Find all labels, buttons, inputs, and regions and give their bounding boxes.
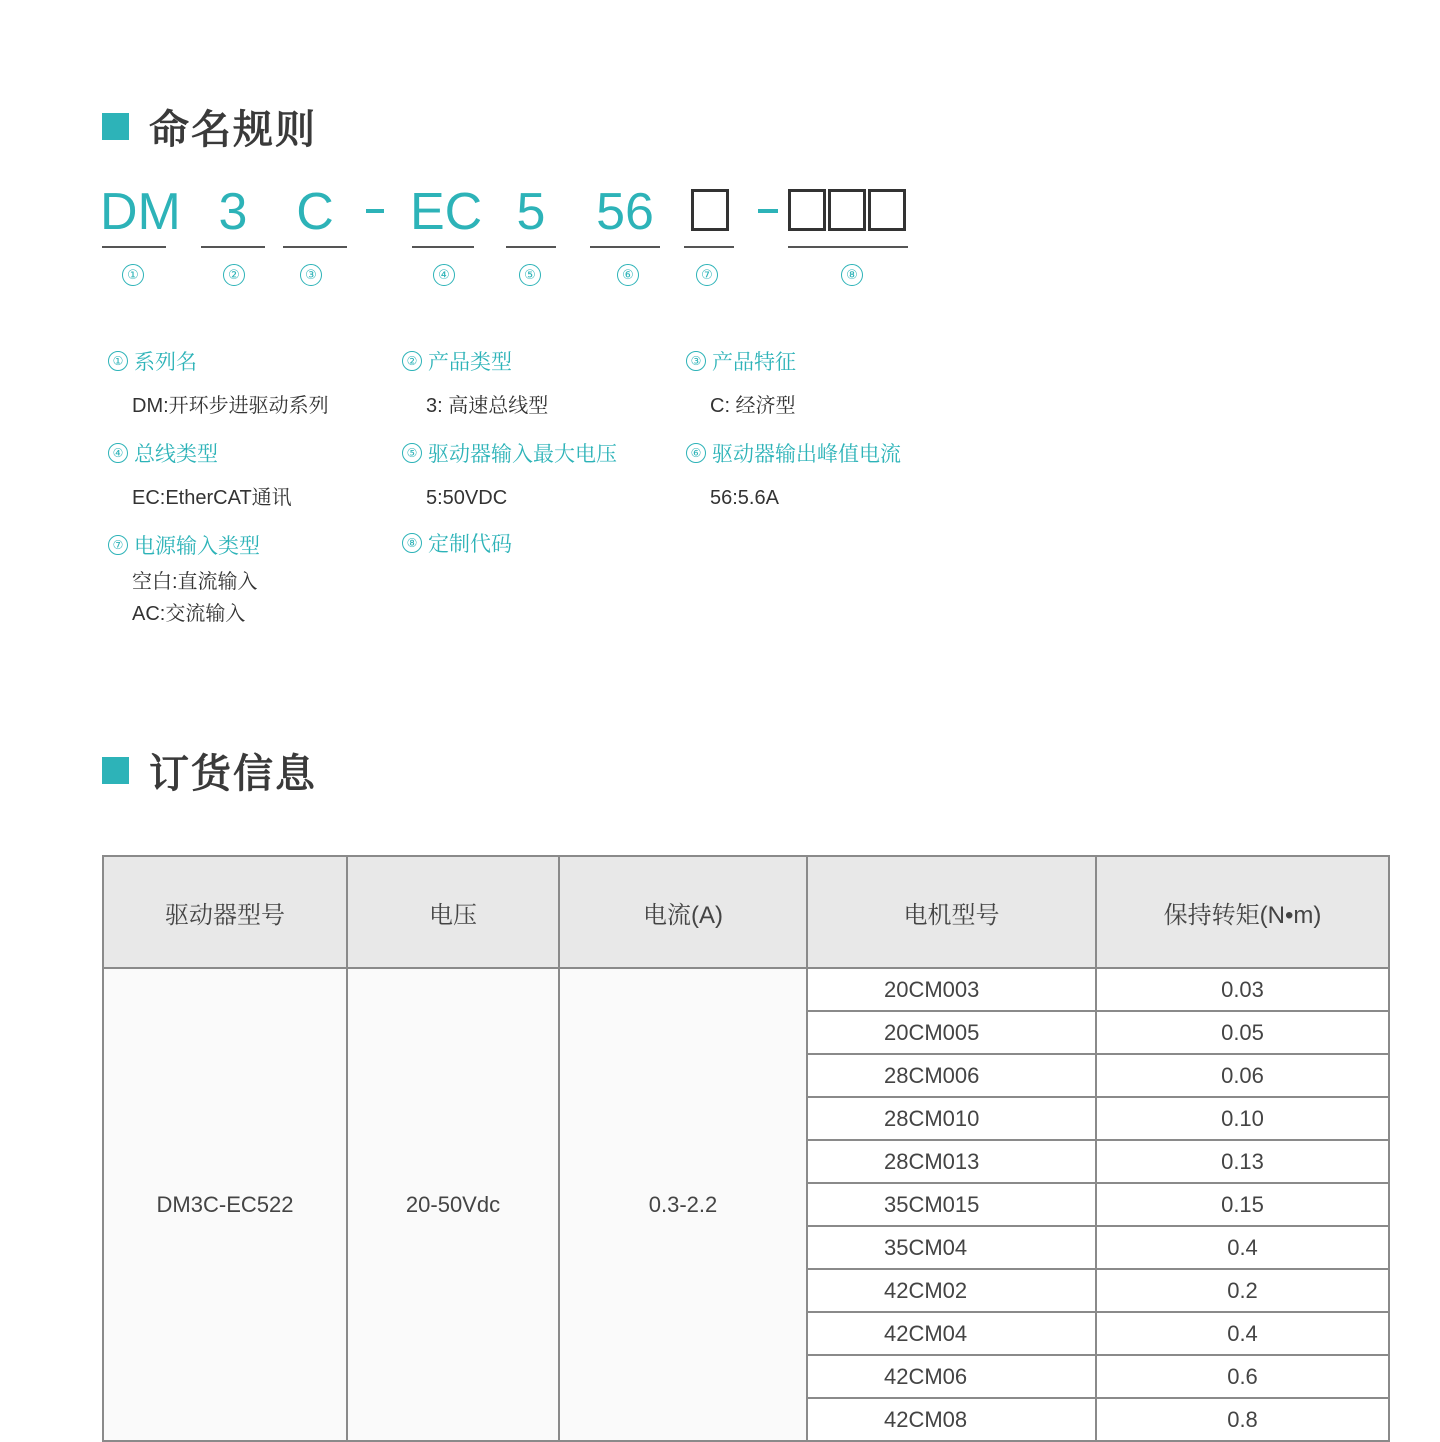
underline <box>201 246 265 248</box>
cell-motor-model: 20CM005 <box>807 1011 1096 1054</box>
ordering-info-title <box>102 742 317 799</box>
number-badge: ⑥ <box>617 264 639 286</box>
header-current: 电流(A) <box>559 856 807 968</box>
header-motor-model: 电机型号 <box>807 856 1096 968</box>
number-badge: ⑧ <box>402 533 422 553</box>
section-square-icon <box>102 757 129 784</box>
code-part-current: 56 <box>596 183 654 241</box>
desc-value: 3: 高速总线型 <box>426 395 549 417</box>
cell-holding-torque: 0.8 <box>1096 1398 1389 1441</box>
header-holding-torque: 保持转矩(N•m) <box>1096 856 1389 968</box>
underline <box>102 246 166 248</box>
cell-holding-torque: 0.6 <box>1096 1355 1389 1398</box>
desc-current <box>686 438 901 514</box>
cell-holding-torque: 0.4 <box>1096 1226 1389 1269</box>
number-badge: ⑤ <box>402 443 422 463</box>
desc-series <box>108 346 329 422</box>
cell-holding-torque: 0.4 <box>1096 1312 1389 1355</box>
section-title-text: 订货信息 <box>149 752 317 796</box>
placeholder-box <box>828 189 866 231</box>
desc-type <box>402 346 548 422</box>
cell-motor-model: 35CM015 <box>807 1183 1096 1226</box>
cell-motor-model: 42CM06 <box>807 1355 1096 1398</box>
cell-holding-torque: 0.10 <box>1096 1097 1389 1140</box>
desc-value: 56:5.6A <box>710 487 779 509</box>
cell-motor-model: 28CM013 <box>807 1140 1096 1183</box>
placeholder-box <box>691 189 729 231</box>
desc-value: DM:开环步进驱动系列 <box>132 395 329 417</box>
dash-separator <box>366 209 384 213</box>
desc-label: 总线类型 <box>134 443 218 466</box>
code-part-type: 3 <box>218 183 248 241</box>
desc-label: 驱动器输入最大电压 <box>428 443 617 466</box>
cell-current: 0.3-2.2 <box>559 968 807 1441</box>
desc-value-2: AC:交流输入 <box>132 603 246 625</box>
code-part-voltage: 5 <box>516 183 546 241</box>
cell-motor-model: 28CM006 <box>807 1054 1096 1097</box>
section-title-text: 命名规则 <box>149 108 317 152</box>
table-row <box>103 968 1389 1011</box>
desc-label: 产品类型 <box>428 351 512 374</box>
code-part-feature: C <box>296 183 334 241</box>
desc-label: 驱动器输出峰值电流 <box>712 443 901 466</box>
table-header-row <box>103 856 1389 968</box>
desc-value: 5:50VDC <box>426 487 508 509</box>
desc-label: 系列名 <box>134 351 197 374</box>
desc-label: 产品特征 <box>712 351 796 374</box>
number-badge: ① <box>122 264 144 286</box>
number-badge: ③ <box>300 264 322 286</box>
number-badge: ⑦ <box>696 264 718 286</box>
desc-label: 定制代码 <box>428 533 512 556</box>
cell-motor-model: 20CM003 <box>807 968 1096 1011</box>
dash-separator <box>758 209 778 213</box>
cell-voltage: 20-50Vdc <box>347 968 559 1441</box>
underline <box>412 246 474 248</box>
cell-motor-model: 42CM04 <box>807 1312 1096 1355</box>
cell-holding-torque: 0.06 <box>1096 1054 1389 1097</box>
desc-voltage <box>402 438 617 514</box>
naming-rules-title <box>102 98 317 155</box>
desc-value: EC:EtherCAT通讯 <box>132 487 292 509</box>
header-voltage: 电压 <box>347 856 559 968</box>
underline <box>684 246 734 248</box>
number-badge: ④ <box>433 264 455 286</box>
cell-holding-torque: 0.15 <box>1096 1183 1389 1226</box>
number-badge: ① <box>108 351 128 371</box>
cell-motor-model: 42CM08 <box>807 1398 1096 1441</box>
desc-power-input <box>108 530 260 630</box>
underline <box>283 246 347 248</box>
number-badge: ⑧ <box>841 264 863 286</box>
number-badge: ⑥ <box>686 443 706 463</box>
number-badge: ② <box>402 351 422 371</box>
number-badge: ③ <box>686 351 706 371</box>
cell-motor-model: 28CM010 <box>807 1097 1096 1140</box>
ordering-table <box>102 855 1390 1442</box>
cell-holding-torque: 0.13 <box>1096 1140 1389 1183</box>
code-part-series: DM <box>100 183 181 241</box>
cell-holding-torque: 0.2 <box>1096 1269 1389 1312</box>
cell-holding-torque: 0.03 <box>1096 968 1389 1011</box>
desc-value: C: 经济型 <box>710 395 796 417</box>
cell-driver-model: DM3C-EC522 <box>103 968 347 1441</box>
desc-value: 空白:直流输入 <box>132 571 258 593</box>
cell-motor-model: 35CM04 <box>807 1226 1096 1269</box>
placeholder-box <box>868 189 906 231</box>
desc-label: 电源输入类型 <box>134 535 260 558</box>
desc-feature <box>686 346 796 422</box>
desc-bus <box>108 438 292 514</box>
placeholder-box <box>788 189 826 231</box>
number-badge: ⑦ <box>108 535 128 555</box>
underline <box>788 246 908 248</box>
number-badge: ④ <box>108 443 128 463</box>
number-badge: ② <box>223 264 245 286</box>
underline <box>506 246 556 248</box>
desc-custom-code <box>402 528 512 558</box>
code-part-bus: EC <box>410 183 483 241</box>
header-driver-model: 驱动器型号 <box>103 856 347 968</box>
cell-holding-torque: 0.05 <box>1096 1011 1389 1054</box>
number-badge: ⑤ <box>519 264 541 286</box>
cell-motor-model: 42CM02 <box>807 1269 1096 1312</box>
section-square-icon <box>102 113 129 140</box>
underline <box>590 246 660 248</box>
